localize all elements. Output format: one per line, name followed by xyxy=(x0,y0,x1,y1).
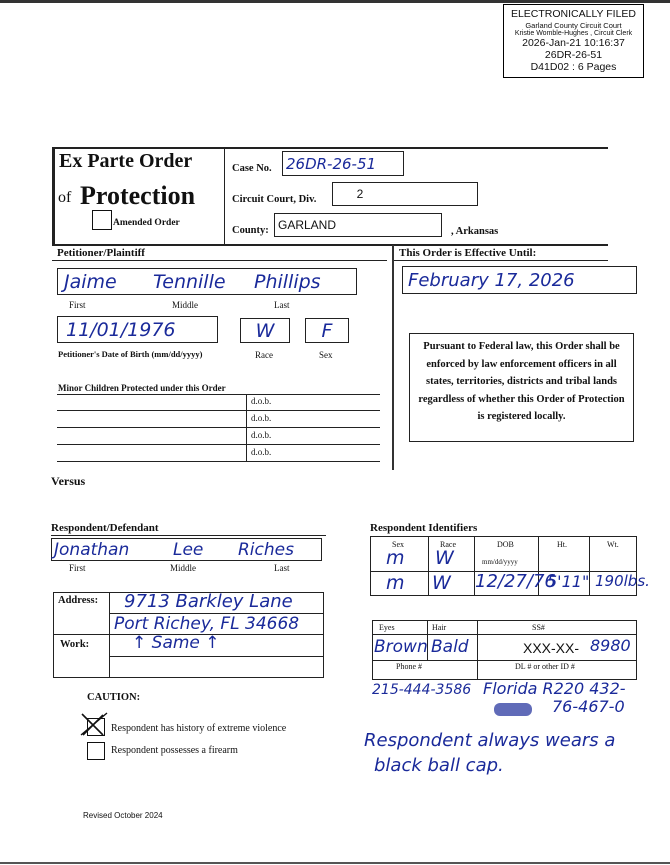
respondent-last-label: Last xyxy=(274,563,290,573)
check-mark-icon xyxy=(79,711,109,737)
header-left-bar xyxy=(52,148,55,246)
efiling-line1: ELECTRONICALLY FILED xyxy=(510,8,637,20)
efiling-court: Garland County Circuit Court xyxy=(525,21,622,30)
id2-col-2 xyxy=(477,620,478,680)
respondent-last: Riches xyxy=(238,540,294,560)
id-eyes[interactable]: Brown xyxy=(374,637,428,657)
id-dob-label: DOB xyxy=(497,540,514,549)
id-ht-label: Ht. xyxy=(557,540,567,549)
note-line1: Respondent always wears a xyxy=(364,730,616,751)
id-dl-line2[interactable]: 76-467-0 xyxy=(552,697,625,716)
id-row2-sex[interactable]: m xyxy=(386,572,405,594)
petitioner-dob: 11/01/1976 xyxy=(66,319,176,341)
effective-field[interactable] xyxy=(402,266,637,294)
case-no-value: 26DR-26-51 xyxy=(286,155,377,173)
county-label: County: xyxy=(232,225,269,236)
title-line2: Protection xyxy=(80,181,196,210)
address-label-divider xyxy=(109,592,110,678)
id-dl-line1[interactable]: Florida R220 432- xyxy=(483,679,626,698)
id-ssn-label: SS# xyxy=(532,623,545,632)
effective-value: February 17, 2026 xyxy=(408,270,575,291)
petitioner-last-label: Last xyxy=(274,300,290,310)
federal-notice-text: Pursuant to Federal law, this Order shall be enforced by law enforcement officers in all states, territories, districts and tribal lands regardless of whether this Order of Protection is registered locally. xyxy=(418,341,625,422)
petitioner-right-divider xyxy=(392,245,394,470)
arkansas-label: , Arkansas xyxy=(451,226,499,237)
revised-label: Revised October 2024 xyxy=(83,811,163,820)
petitioner-dob-field[interactable] xyxy=(57,316,218,343)
id2-row-2 xyxy=(372,660,637,661)
identifiers-section-label: Respondent Identifiers xyxy=(370,522,478,534)
efiling-case: 26DR-26-51 xyxy=(544,49,603,61)
title-of: of xyxy=(58,189,72,206)
id-phone-label: Phone # xyxy=(396,662,422,671)
id-dob-format: mm/dd/yyyy xyxy=(482,558,518,566)
effective-rule xyxy=(394,260,608,261)
case-no-label: Case No. xyxy=(232,163,272,174)
county-value: GARLAND xyxy=(278,218,337,232)
work-label: Work: xyxy=(60,639,90,650)
petitioner-dob-label: Petitioner's Date of Birth (mm/dd/yyyy) xyxy=(58,349,203,359)
id-eyes-label: Eyes xyxy=(379,623,395,632)
efiling-pages: D41D02 : 6 Pages xyxy=(530,61,617,73)
minors-divider xyxy=(246,394,247,462)
efiling-stamp xyxy=(503,4,644,78)
violence-label: Respondent has history of extreme violence xyxy=(111,723,287,734)
id-row2-ht[interactable]: 5'11" xyxy=(547,572,590,591)
petitioner-name-field[interactable] xyxy=(57,268,357,295)
petitioner-sex-label: Sex xyxy=(319,350,333,360)
minor-dob-label-1: d.o.b. xyxy=(251,396,272,406)
header-top-rule xyxy=(52,147,608,149)
petitioner-race: W xyxy=(255,320,275,342)
minor-dob-label-4: d.o.b. xyxy=(251,447,272,457)
violence-checkbox[interactable] xyxy=(87,718,105,736)
efiling-timestamp: 2026-Jan-21 10:16:37 xyxy=(522,37,625,49)
efiling-clerk: Kristie Womble-Hughes , Circuit Clerk xyxy=(514,30,633,37)
page-top-border xyxy=(0,0,670,3)
address-row-3 xyxy=(109,656,324,657)
petitioner-race-label: Race xyxy=(255,350,273,360)
id-dl-label: DL # or other ID # xyxy=(515,662,575,671)
respondent-middle-label: Middle xyxy=(170,563,196,573)
div-value: 2 xyxy=(356,187,364,201)
petitioner-middle-label: Middle xyxy=(172,300,198,310)
address-line1[interactable]: 9713 Barkley Lane xyxy=(124,591,293,612)
id2-row-1 xyxy=(372,634,637,635)
scribble-mark xyxy=(494,703,532,716)
id-race-label: Race xyxy=(440,540,456,549)
amended-checkbox[interactable] xyxy=(92,210,112,230)
header-divider xyxy=(224,148,225,244)
minor-dob-label-3: d.o.b. xyxy=(251,430,272,440)
versus-label: Versus xyxy=(51,474,86,488)
petitioner-sex: F xyxy=(321,320,333,342)
minor-dob-label-2: d.o.b. xyxy=(251,413,272,423)
effective-label: This Order is Effective Until: xyxy=(399,247,537,259)
amended-label: Amended Order xyxy=(113,218,180,228)
respondent-rule xyxy=(51,535,326,536)
id-hair-label: Hair xyxy=(432,623,447,632)
minors-label: Minor Children Protected under this Order xyxy=(58,383,226,393)
title-line1: Ex Parte Order xyxy=(59,150,193,172)
petitioner-last: Phillips xyxy=(254,271,321,293)
minor-row-4 xyxy=(57,461,380,462)
respondent-name-field[interactable] xyxy=(51,538,322,561)
id-sex-label: Sex xyxy=(392,540,404,549)
petitioner-section-label: Petitioner/Plaintiff xyxy=(57,247,145,259)
id-ssn-printed: XXX-XX- xyxy=(523,640,580,656)
respondent-first-label: First xyxy=(69,563,86,573)
firearm-label: Respondent possesses a firearm xyxy=(111,745,238,756)
minor-row-3 xyxy=(57,444,380,445)
id-hair[interactable]: Bald xyxy=(431,637,469,657)
div-label: Circuit Court, Div. xyxy=(232,194,317,205)
address-line2[interactable]: Port Richey, FL 34668 xyxy=(114,614,300,634)
respondent-section-label: Respondent/Defendant xyxy=(51,522,159,534)
address-label: Address: xyxy=(58,595,99,606)
petitioner-first: Jaime xyxy=(64,271,117,293)
petitioner-race-field[interactable] xyxy=(240,318,290,343)
note-line2: black ball cap. xyxy=(374,755,504,776)
id-row1-race[interactable]: W xyxy=(435,547,454,569)
id-ssn-hand[interactable]: 8980 xyxy=(590,636,631,655)
petitioner-rule xyxy=(52,260,387,261)
id-wt-label: Wt. xyxy=(607,540,619,549)
id-row1-sex[interactable]: m xyxy=(386,547,405,569)
id-row2-dob[interactable]: 12/27/76 xyxy=(475,571,556,592)
respondent-first: Jonathan xyxy=(54,540,130,560)
petitioner-middle: Tennille xyxy=(153,271,226,293)
work-value[interactable]: ↑ Same ↑ xyxy=(132,633,220,653)
firearm-checkbox[interactable] xyxy=(87,742,105,760)
page-bottom-border xyxy=(0,862,670,864)
minors-top-rule xyxy=(57,394,380,395)
minor-row-2 xyxy=(57,427,380,428)
county-field[interactable] xyxy=(274,213,442,237)
caution-label: CAUTION: xyxy=(87,692,141,703)
respondent-middle: Lee xyxy=(173,540,204,560)
id-row2-wt[interactable]: 190lbs. xyxy=(595,572,650,590)
case-no-field[interactable] xyxy=(282,151,404,176)
petitioner-first-label: First xyxy=(69,300,86,310)
minor-row-1 xyxy=(57,410,380,411)
header-bottom-rule xyxy=(52,244,608,246)
petitioner-sex-field[interactable] xyxy=(305,318,349,343)
id-col-1 xyxy=(428,536,429,596)
div-field[interactable] xyxy=(332,182,478,206)
federal-notice-box xyxy=(409,333,634,442)
id-row2-race[interactable]: W xyxy=(432,572,451,594)
id-phone[interactable]: 215-444-3586 xyxy=(372,682,472,698)
